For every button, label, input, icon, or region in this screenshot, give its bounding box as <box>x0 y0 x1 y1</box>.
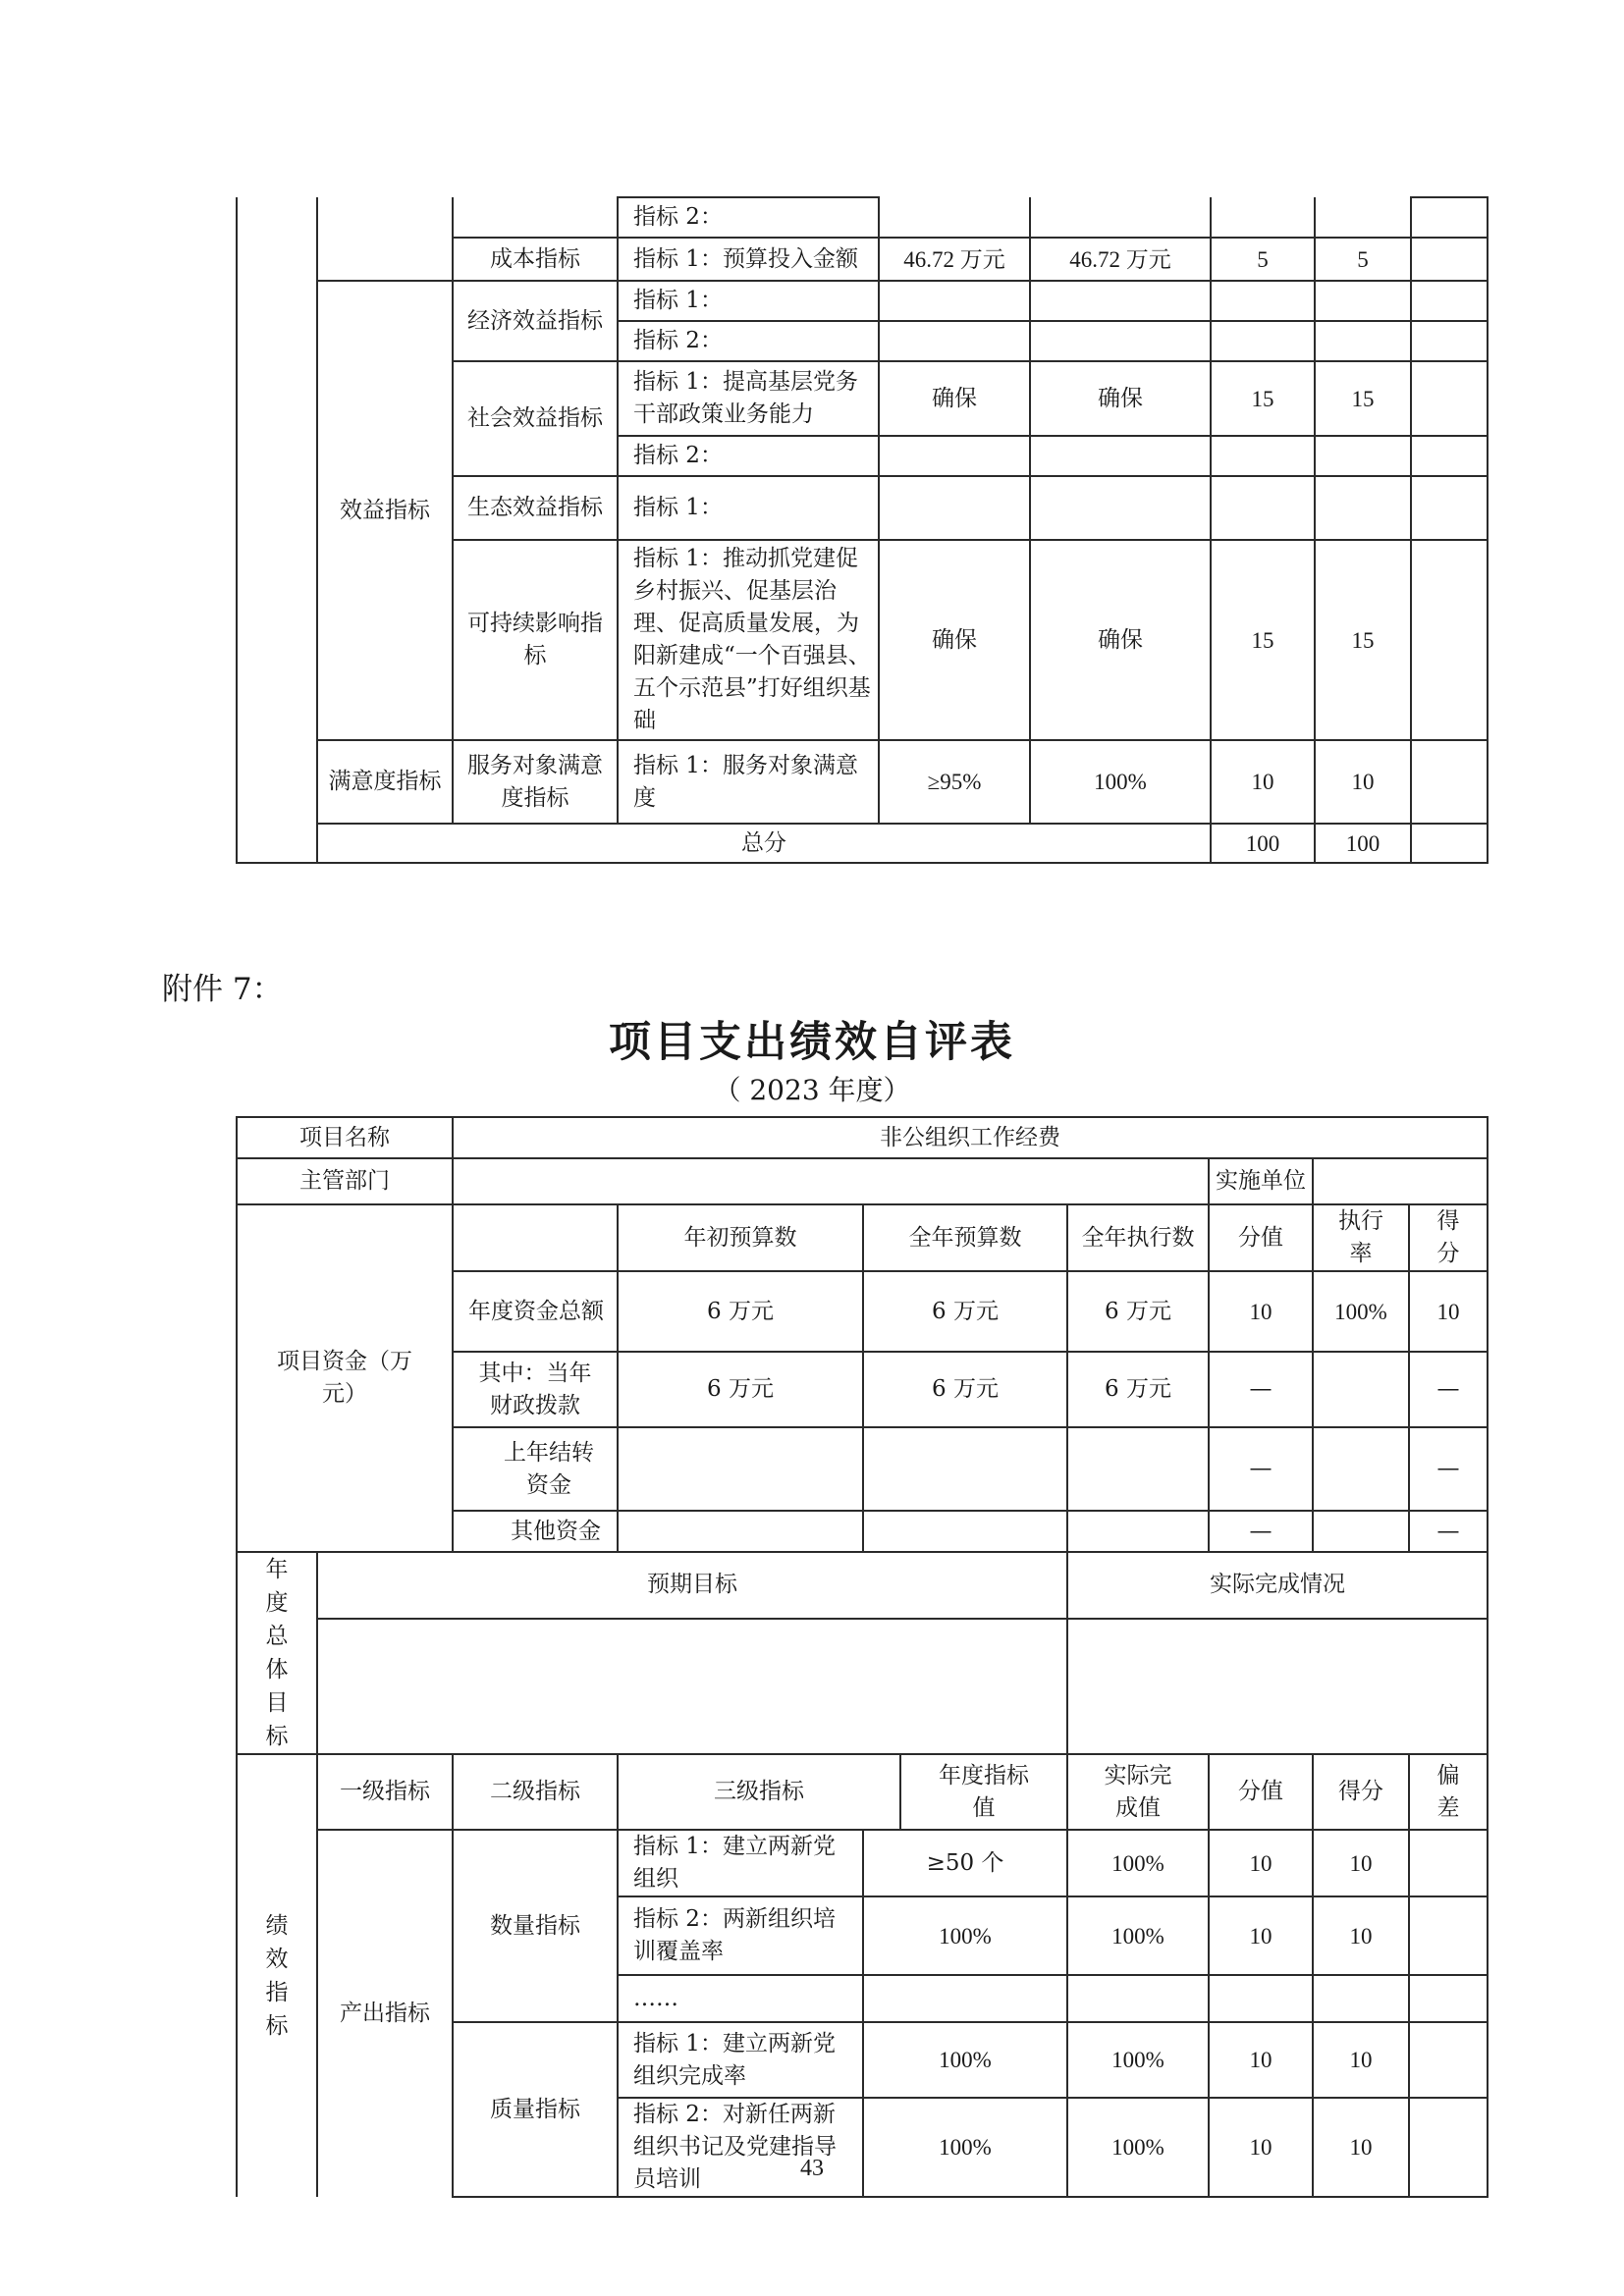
level3-cell: 指标 2： <box>618 197 879 238</box>
level3-cell: 指标 2： <box>618 321 879 361</box>
perf-deviation <box>1409 2022 1488 2098</box>
target-cell: 确保 <box>879 540 1030 740</box>
goal-actual-label: 实际完成情况 <box>1067 1552 1488 1619</box>
performance-table-continued <box>236 196 1489 864</box>
perf-header: 得分 <box>1313 1754 1409 1830</box>
fund-initial <box>618 1427 863 1511</box>
fund-row-label: 其他资金 <box>453 1511 618 1552</box>
fund-executed: 6 万元 <box>1067 1352 1209 1427</box>
fund-initial: 6 万元 <box>618 1271 863 1352</box>
score-cell: 15 <box>1315 361 1411 436</box>
perf-level1: 产出指标 <box>317 1830 453 2197</box>
level1-cell: 效益指标 <box>317 281 453 740</box>
perf-actual: 100% <box>1067 2098 1209 2197</box>
fund-score: — <box>1409 1352 1488 1427</box>
perf-score: 10 <box>1313 1830 1409 1896</box>
impl-unit-label: 实施单位 <box>1209 1158 1313 1204</box>
deviation-cell <box>1411 540 1488 740</box>
level2-cell <box>453 197 618 238</box>
level3-cell: 指标 1：服务对象满意度 <box>618 740 879 824</box>
level2-cell: 社会效益指标 <box>453 361 618 476</box>
level3-cell: 指标 1：推动抓党建促乡村振兴、促基层治理、促高质量发展，为阳新建成“一个百强县、五个示范县”打好组织基础 <box>618 540 879 740</box>
level3-cell: 指标 1：提高基层党务干部政策业务能力 <box>618 361 879 436</box>
perf-header: 年度指标值 <box>900 1754 1067 1830</box>
perf-score <box>1313 1975 1409 2022</box>
deviation-cell <box>1411 238 1488 281</box>
perf-score-value <box>1209 1975 1313 2022</box>
fund-rate <box>1313 1511 1409 1552</box>
score-cell: 15 <box>1315 540 1411 740</box>
perf-level3: 指标 1：建立两新党组织 <box>618 1830 863 1896</box>
deviation-cell <box>1411 361 1488 436</box>
total-score-value: 100 <box>1211 824 1315 863</box>
table-row <box>237 1830 1488 1896</box>
perf-actual <box>1067 1975 1209 2022</box>
fund-row-label: 其中：当年财政拨款 <box>453 1352 618 1427</box>
fund-rate <box>1313 1427 1409 1511</box>
target-cell: 46.72 万元 <box>879 238 1030 281</box>
perf-header: 二级指标 <box>453 1754 618 1830</box>
fund-initial: 6 万元 <box>618 1352 863 1427</box>
deviation-cell <box>1411 740 1488 824</box>
fund-executed <box>1067 1427 1209 1511</box>
score-cell: 10 <box>1315 740 1411 824</box>
level3-cell: 指标 1： <box>618 476 879 540</box>
perf-header: 三级指标 <box>618 1754 900 1830</box>
perf-target: 100% <box>863 2098 1067 2197</box>
table-row <box>237 197 1488 238</box>
deviation-cell <box>1411 824 1488 863</box>
score-cell: 5 <box>1315 238 1411 281</box>
fund-score: 10 <box>1409 1271 1488 1352</box>
dept-value <box>453 1158 1209 1204</box>
fund-score-value: — <box>1209 1352 1313 1427</box>
fund-header: 执行率 <box>1313 1204 1409 1271</box>
goal-label: 年度总体目标 <box>237 1552 317 1754</box>
level2-cell: 生态效益指标 <box>453 476 618 540</box>
actual-cell: 100% <box>1030 740 1211 824</box>
level1-cell <box>317 197 453 281</box>
goal-actual-value <box>1067 1619 1488 1754</box>
level3-cell: 指标 1： <box>618 281 879 321</box>
target-cell: 确保 <box>879 361 1030 436</box>
perf-target: 100% <box>863 2022 1067 2098</box>
fund-header: 年初预算数 <box>618 1204 863 1271</box>
table-row <box>237 740 1488 824</box>
table-row <box>237 1754 1488 1830</box>
fund-row-label: 年度资金总额 <box>453 1271 618 1352</box>
total-row <box>237 824 1488 863</box>
perf-label: 绩效指标 <box>237 1754 317 2197</box>
perf-score: 10 <box>1313 2022 1409 2098</box>
level3-cell: 指标 2： <box>618 436 879 476</box>
perf-deviation <box>1409 1830 1488 1896</box>
perf-target: 100% <box>863 1896 1067 1975</box>
perf-level3: 指标 2：对新任两新组织书记及党建指导员培训 <box>618 2098 863 2197</box>
level1-cell: 满意度指标 <box>317 740 453 824</box>
perf-header: 一级指标 <box>317 1754 453 1830</box>
perf-score-value: 10 <box>1209 1896 1313 1975</box>
goal-expected-value <box>317 1619 1067 1754</box>
page-number: 43 <box>800 2156 824 2181</box>
perf-target: ≥50 个 <box>863 1830 1067 1896</box>
fund-executed: 6 万元 <box>1067 1271 1209 1352</box>
level2-cell: 成本指标 <box>453 238 618 281</box>
impl-unit-value <box>1313 1158 1488 1204</box>
score-value-cell: 15 <box>1211 361 1315 436</box>
perf-level3: 指标 2：两新组织培训覆盖率 <box>618 1896 863 1975</box>
goal-expected-label: 预期目标 <box>317 1552 1067 1619</box>
table-row <box>237 1619 1488 1754</box>
fund-score-value: — <box>1209 1511 1313 1552</box>
level2-cell: 经济效益指标 <box>453 281 618 361</box>
deviation-cell <box>1411 197 1488 238</box>
project-expenditure-self-evaluation-table <box>236 1116 1489 2198</box>
perf-header: 分值 <box>1209 1754 1313 1830</box>
perf-level2: 数量指标 <box>453 1830 618 2022</box>
fund-header: 分值 <box>1209 1204 1313 1271</box>
perf-score: 10 <box>1313 1896 1409 1975</box>
score-value-cell: 15 <box>1211 540 1315 740</box>
perf-deviation <box>1409 1975 1488 2022</box>
perf-label-cell <box>237 197 317 863</box>
perf-actual: 100% <box>1067 1896 1209 1975</box>
score-value-cell <box>1211 197 1315 238</box>
fund-annual: 6 万元 <box>863 1352 1067 1427</box>
perf-level3: 指标 1：建立两新党组织完成率 <box>618 2022 863 2098</box>
perf-score-value: 10 <box>1209 2098 1313 2197</box>
total-label: 总分 <box>317 824 1211 863</box>
target-cell: ≥95% <box>879 740 1030 824</box>
table-row <box>237 1158 1488 1204</box>
actual-cell: 46.72 万元 <box>1030 238 1211 281</box>
fund-initial <box>618 1511 863 1552</box>
perf-level2: 质量指标 <box>453 2022 618 2197</box>
fund-rate: 100% <box>1313 1271 1409 1352</box>
project-name-value: 非公组织工作经费 <box>453 1117 1488 1158</box>
perf-actual: 100% <box>1067 2022 1209 2098</box>
table-row <box>237 1117 1488 1158</box>
fund-score: — <box>1409 1511 1488 1552</box>
score-value-cell: 5 <box>1211 238 1315 281</box>
fund-annual <box>863 1427 1067 1511</box>
perf-actual: 100% <box>1067 1830 1209 1896</box>
actual-cell <box>1030 197 1211 238</box>
actual-cell: 确保 <box>1030 361 1211 436</box>
perf-header: 偏差 <box>1409 1754 1488 1830</box>
fund-header: 全年预算数 <box>863 1204 1067 1271</box>
perf-score: 10 <box>1313 2098 1409 2197</box>
score-cell <box>1315 197 1411 238</box>
fund-score-value: 10 <box>1209 1271 1313 1352</box>
perf-target <box>863 1975 1067 2022</box>
table-row <box>237 281 1488 321</box>
fund-executed <box>1067 1511 1209 1552</box>
perf-score-value: 10 <box>1209 1830 1313 1896</box>
fund-score: — <box>1409 1427 1488 1511</box>
fund-header: 得分 <box>1409 1204 1488 1271</box>
perf-level3: …… <box>618 1975 863 2022</box>
fund-annual <box>863 1511 1067 1552</box>
fund-score-value: — <box>1209 1427 1313 1511</box>
fund-row-label: 上年结转资金 <box>453 1427 618 1511</box>
total-score: 100 <box>1315 824 1411 863</box>
perf-header: 实际完成值 <box>1067 1754 1209 1830</box>
fund-rate <box>1313 1352 1409 1427</box>
fund-label: 项目资金（万元） <box>237 1204 453 1552</box>
dept-label: 主管部门 <box>237 1158 453 1204</box>
document-title: 项目支出绩效自评表 <box>609 1018 1015 1067</box>
table-row <box>237 1552 1488 1619</box>
fund-annual: 6 万元 <box>863 1271 1067 1352</box>
level2-cell: 可持续影响指标 <box>453 540 618 740</box>
target-cell <box>879 197 1030 238</box>
perf-deviation <box>1409 1896 1488 1975</box>
level2-cell: 服务对象满意度指标 <box>453 740 618 824</box>
table-row <box>237 1204 1488 1271</box>
perf-score-value: 10 <box>1209 2022 1313 2098</box>
score-value-cell: 10 <box>1211 740 1315 824</box>
project-name-label: 项目名称 <box>237 1117 453 1158</box>
document-year: （ 2023 年度） <box>713 1074 911 1106</box>
attachment-label: 附件 7： <box>162 972 283 1007</box>
level3-cell: 指标 1：预算投入金额 <box>618 238 879 281</box>
fund-header: 全年执行数 <box>1067 1204 1209 1271</box>
actual-cell: 确保 <box>1030 540 1211 740</box>
